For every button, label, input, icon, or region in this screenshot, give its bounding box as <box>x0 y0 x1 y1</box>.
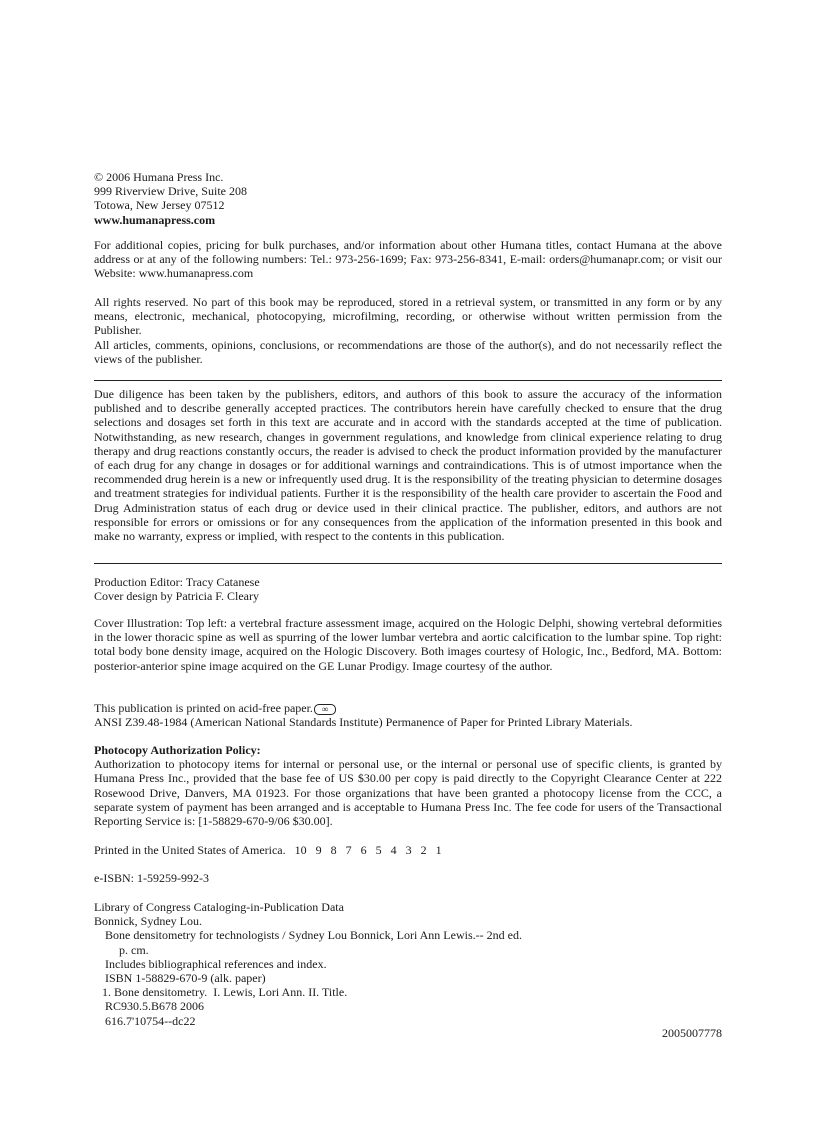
production-editor: Production Editor: Tracy Catanese <box>94 575 260 589</box>
cip-author: Bonnick, Sydney Lou. <box>94 914 202 929</box>
cip-includes: Includes bibliographical references and index. <box>105 956 327 971</box>
eisbn: e-ISBN: 1-59259-992-3 <box>94 871 209 885</box>
disclaimer-paragraph <box>94 387 722 543</box>
credits <box>94 575 722 603</box>
ansi-line: ANSI Z39.48-1984 (American National Standards Institute) Permanence of Paper for Printed Library Materials. <box>94 715 633 730</box>
paper-statement <box>94 701 722 729</box>
photocopy-body: Authorization to photocopy items for internal or personal use, or the internal or personal use of specific clients, is granted by Humana Press Inc., provided that the base fee of US $30.00 per copy is paid directly to the Copyright Clearance Center at 222 Rosewood Drive, Danvers, MA 01923. For those organizations that have been granted a photocopy license from the CCC, a separate system of payment has been arranged and is acceptable to Humana Press Inc. The fee code for users of the Transactional Reporting Service is: [1-58829-670-9/06 $30.00]. <box>94 757 722 829</box>
printed-in-line <box>94 843 722 857</box>
opinions-text: All articles, comments, opinions, conclusions, or recommendations are those of the author(s), and do not necessarily reflect the views of the publisher. <box>94 337 722 366</box>
cip-dewey: 616.7'10754--dc22 <box>105 1013 196 1028</box>
publisher-block <box>94 170 722 227</box>
address-line-2: Totowa, New Jersey 07512 <box>94 198 225 213</box>
contact-paragraph <box>94 238 722 281</box>
cover-illustration-paragraph <box>94 616 722 673</box>
rights-reserved-text: All rights reserved. No part of this book may be reproduced, stored in a retrieval system, or transmitted in any form or by any means, electronic, mechanical, photocopying, microfilming, recording, or otherwise without written permission from the Publisher. <box>94 295 722 338</box>
cip-title: Bone densitometry for technologists / Sydney Lou Bonnick, Lori Ann Lewis.-- 2nd ed. <box>105 928 522 943</box>
disclaimer-top-rule <box>94 380 722 381</box>
acid-free-paper-icon: ∞ <box>314 704 336 715</box>
contact-text: For additional copies, pricing for bulk purchases, and/or information about other Humana titles, contact Humana at the above address or at any of the following numbers: Tel.: 973-256-1699; Fax: 973-256-8341, E-mail: orders@humanapr.com; or visit our Website: www.humanapress.com <box>94 238 722 281</box>
cip-pcm: p. cm. <box>119 942 149 957</box>
cip-subjects: 1. Bone densitometry. I. Lewis, Lori Ann. II. Title. <box>102 985 348 1000</box>
printed-in-label: Printed in the United States of America. <box>94 843 286 857</box>
publisher-website: www.humanapress.com <box>94 212 216 227</box>
acid-free-text: This publication is printed on acid-free paper. <box>94 701 313 715</box>
cover-illustration-text: Cover Illustration: Top left: a vertebral fracture assessment image, acquired on the Hologic Delphi, showing vertebral deformities in the lower thoracic spine as well as spurring of the lower lumbar vertebra and aortic calcification to the lumbar spine. Top right: total body bone density image, acquired on the Hologic Discovery. Both images courtesy of Hologic, Inc., Bedford, MA. Bottom: posterior-anterior spine image acquired on the GE Lunar Prodigy. Image courtesy of the author. <box>94 616 722 673</box>
copyright-line: © 2006 Humana Press Inc. <box>94 170 224 184</box>
eisbn-line <box>94 871 722 885</box>
disclaimer-bottom-rule <box>94 563 722 564</box>
cip-header: Library of Congress Cataloging-in-Publication Data <box>94 900 344 914</box>
address-line-1: 999 Riverview Drive, Suite 208 <box>94 184 247 199</box>
photocopy-policy <box>94 743 722 828</box>
photocopy-heading: Photocopy Authorization Policy: <box>94 743 261 757</box>
disclaimer-text: Due diligence has been taken by the publishers, editors, and authors of this book to assure the accuracy of the information published and to describe generally accepted practices. The contributors herein have carefully checked to ensure that the drug selections and dosages set forth in this text are accurate and in accord with the standards accepted at the time of publication. Notwithstanding, as new research, changes in government regulations, and knowledge from clinical experience relating to drug therapy and drug reactions constantly occurs, the reader is advised to check the product information provided by the manufacturer of each drug for any change in dosages or for additional warnings and contraindications. This is of utmost importance when the recommended drug herein is a new or infrequently used drug. It is the responsibility of the treating physician to determine dosages and treatment strategies for individual patients. Further it is the responsibility of the health care provider to ascertain the Food and Drug Administration status of each drug or device used in their clinical practice. The publisher, editors, and authors are not responsible for errors or omissions or for any consequences from the application of the information presented in this book and make no warranty, express or implied, with respect to the contents in this publication. <box>94 387 722 544</box>
print-run-numbers: 10 9 8 7 6 5 4 3 2 1 <box>294 843 442 857</box>
lccn-number: 2005007778 <box>662 1026 722 1040</box>
cip-call-number: RC930.5.B678 2006 <box>105 999 205 1014</box>
cip-isbn: ISBN 1-58829-670-9 (alk. paper) <box>105 971 266 986</box>
rights-paragraph <box>94 295 722 366</box>
cip-data <box>94 900 722 1028</box>
cover-designer: Cover design by Patricia F. Cleary <box>94 589 260 604</box>
acid-free-line <box>94 701 722 715</box>
